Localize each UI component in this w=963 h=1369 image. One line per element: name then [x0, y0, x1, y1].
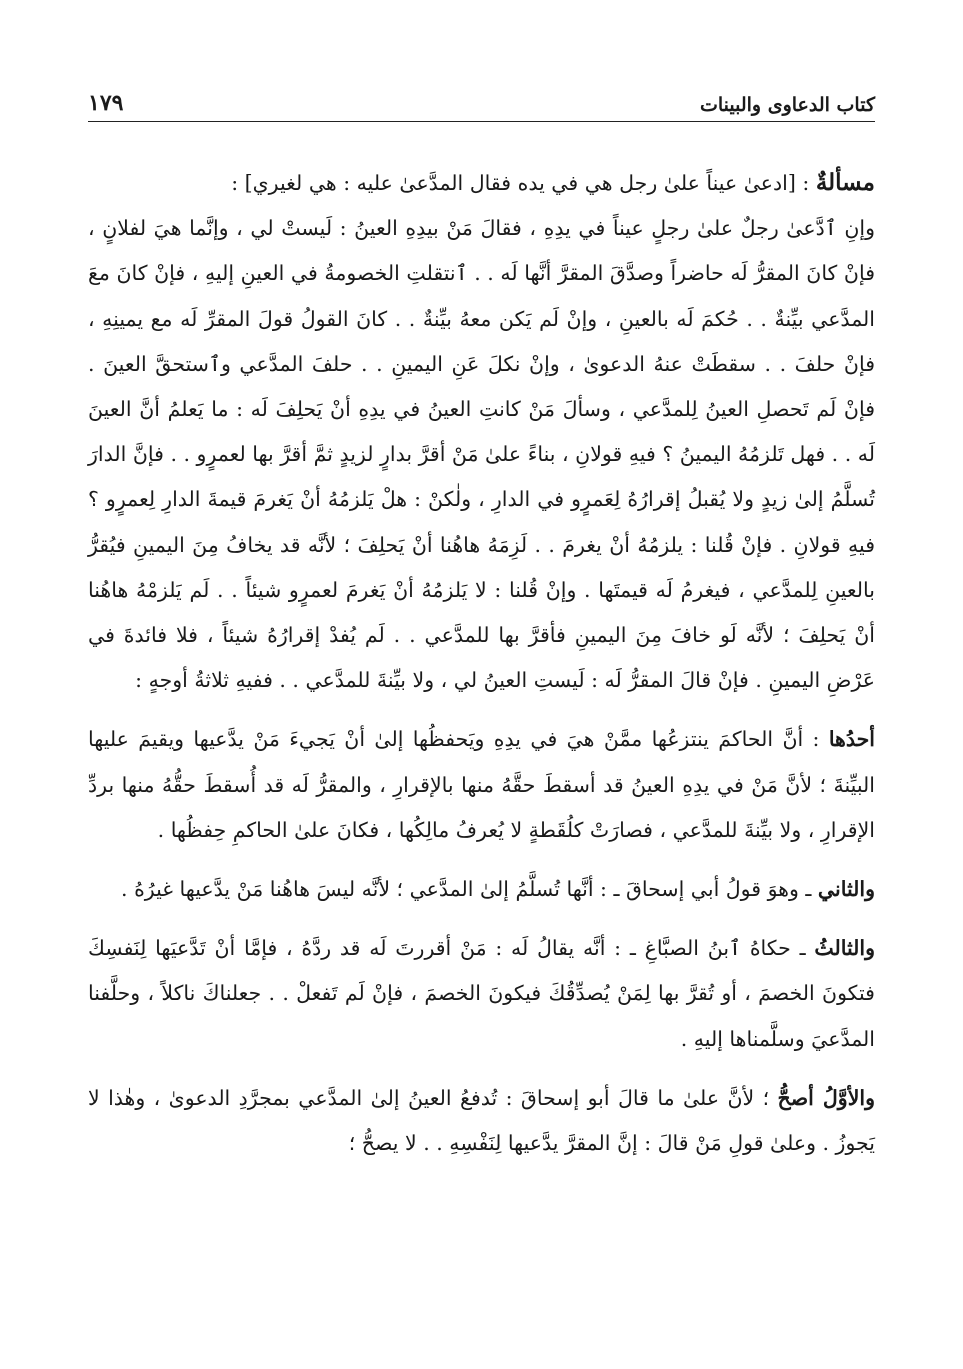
header-rule — [88, 121, 875, 122]
paragraph-3-text: ـ وهوَ قولُ أبي إسحاقَ ـ : أنَّها تُسلَّمُ إلىٰ المدَّعي ؛ لأنَّه ليسَ هاهُنا مَنْ يدَّعيها غيرُهُ . — [121, 877, 818, 902]
running-header — [88, 82, 875, 116]
body-text — [88, 160, 875, 1166]
book-title: كتاب الدعاوى والبينات — [699, 94, 875, 116]
paragraph-2-lead: أحدُها — [828, 727, 875, 752]
masala-title: : [ادعىٰ عيناً علىٰ رجل هي في يده فقال المدَّعىٰ عليه : هي لغيري] : — [231, 171, 816, 195]
paragraph-2 — [88, 717, 875, 853]
paragraph-4-text: ـ حكاهُ ٱبنُ الصبَّاغِ ـ : أنَّه يقالُ لَه : مَنْ أقررتَ لَه قد ردَّهُ ، فإمَّا أنْ تَدَّعيَها لِنَفسِكَ فتكونَ الخصمَ ، أو تُقرَّ بها لِمَنْ يُصدِّقُكَ فيكونَ الخصمَ ، فإنْ لَم تَفعلْ . . جعلناكَ ناكلاً ، وحلَّفنا المدَّعيَ وسلَّمناها إليهِ . — [88, 936, 875, 1051]
paragraph-1: وإنِ ٱدَّعىٰ رجلٌ علىٰ رجلٍ عيناً في يدِهِ ، فقالَ مَنْ بيدِهِ العينُ : لَيستْ لي ، وإنَّما هيَ لفلانٍ ، فإنْ كانَ المقرُّ لَه حاضراً وصدَّقَ المقرَّ أنَّها لَه . . ٱنتقلتِ الخصومةُ في العينِ إليهِ ، فإنْ كانَ معَ المدَّعي بيِّنةٌ . . حُكمَ لَه بالعينِ ، وإنْ لَم يَكن معهُ بيِّنةٌ . . كانَ القولُ قولَ المقرِّ لَه مع يمينِهِ ، فإنْ حلفَ . . سقطَتْ عنهُ الدعوىٰ ، وإنْ نكلَ عَنِ اليمينِ . . حلفَ المدَّعي وٱستحقَّ العينَ . فإنْ لَم تَحصلِ العينُ لِلمدَّعي ، وسألَ مَنْ كانتِ العينُ في يدِهِ أنْ يَحلِفَ لَه : ما يَعلمُ أنَّ العينَ لَه . . فهل تَلزمُهُ اليمينُ ؟ فيهِ قولانِ ، بناءً علىٰ مَنْ أقرَّ بدارٍ لزيدٍ ثمَّ أقرَّ بها لعمرٍو . . فإنَّ الدارَ تُسلَّمُ إلىٰ زيدٍ ولا يُقبلُ إقرارُهُ لِعَمرٍو في الدارِ ، ولٰكنْ : هلْ يَلزمُهُ أنْ يَغرمَ قيمةَ الدارِ لِعمرٍو ؟ فيهِ قولانِ . فإنْ قُلنا : يلزمُهُ أنْ يغرمَ . . لَزِمَهُ هاهُنا أنْ يَحلِفَ ؛ لأنَّه قد يخافُ مِنَ اليمينِ فيُقرُّ بالعينِ لِلمدَّعي ، فيغرمُ لَه قيمتَها . وإنْ قُلنا : لا يَلزمُهُ أنْ يَغرمَ لعمرٍو شيئاً . . لَم يَلزمْهُ هاهُنا أنْ يَحلِفَ ؛ لأنَّه لَو خافَ مِنَ اليمينِ فأقرَّ بها للمدَّعي . . لَم يُفدْ إقرارُهُ شيئاً ، فلا فائدةَ في عَرْضِ اليمينِ . فإنْ قالَ المقرُّ لَه : لَيستِ العينُ لي ، ولا بيِّنةَ للمدَّعي . . ففيهِ ثلاثةُ أوجهٍ : — [88, 216, 875, 693]
paragraph-5 — [88, 1076, 875, 1166]
paragraph-4 — [88, 926, 875, 1062]
paragraph-3-lead: والثاني — [817, 877, 875, 902]
paragraph-5-text: ؛ لأنَّ علىٰ ما قالَ أبو إسحاقَ : تُدفعُ العينُ إلىٰ المدَّعي بمجرَّدِ الدعوىٰ ، وهٰذا لا يَجوزُ . وعلىٰ قولِ مَنْ قالَ : إنَّ المقرَّ يدَّعيها لِنَفْسِهِ . . لا يصحُّ ؛ — [88, 1085, 875, 1156]
paragraph-2-text: : أنَّ الحاكمَ ينتزعُها ممَّنْ هيَ في يدِهِ ويَحفظُها إلىٰ أنْ يَجيءَ مَنْ يدَّعيها ويقيمَ عليها البيِّنةَ ؛ لأنَّ مَنْ في يدِهِ العينُ قد أسقطَ حقَّهُ منها بالإقرارِ ، والمقرُّ لَه قد أُسقطَ حقُّهُ منها بردِّ الإقرارِ ، ولا بيِّنةَ للمدَّعي ، فصارَتْ كلُقَطةٍ لا يُعرفُ مالِكُها ، فكانَ علىٰ الحاكمِ حِفظُها . — [88, 727, 875, 842]
paragraph-5-lead: والأوَّلُ أصحُّ — [777, 1085, 875, 1110]
page-number: ١٧٩ — [88, 90, 124, 116]
masala-heading — [88, 160, 875, 206]
masala-label: مسألةٌ — [815, 169, 875, 196]
paragraph-4-lead: والثالثُ — [814, 936, 875, 961]
paragraph-3 — [88, 867, 875, 912]
